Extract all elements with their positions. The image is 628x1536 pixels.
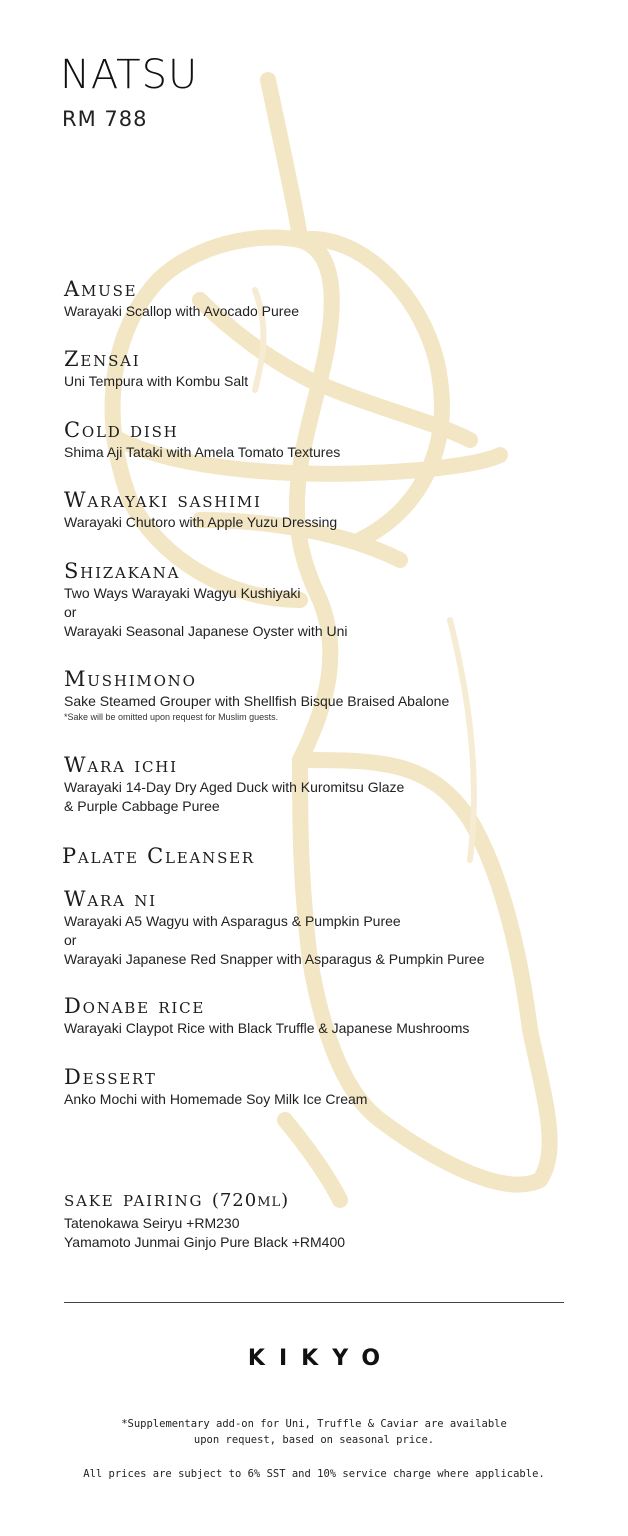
dish-line: Anko Mochi with Homemade Soy Milk Ice Cream	[64, 1091, 368, 1107]
sake-pairing-section	[64, 1186, 345, 1252]
footer-divider	[64, 1302, 564, 1303]
dish-line: Warayaki Seasonal Japanese Oyster with Uni	[64, 623, 348, 639]
dish-line: Two Ways Warayaki Wagyu Kushiyaki	[64, 585, 301, 601]
course-cold-dish	[64, 417, 340, 462]
course-mushimono	[64, 666, 449, 723]
sake-item: Tatenokawa Seiryu +RM230	[64, 1215, 240, 1231]
course-name: Donabe rice	[64, 994, 206, 1018]
course-name: Palate Cleanser	[62, 844, 256, 868]
dish-line: Warayaki A5 Wagyu with Asparagus & Pumpkin Puree	[64, 913, 401, 929]
dish-line: Sake Steamed Grouper with Shellfish Bisque Braised Abalone	[64, 693, 450, 709]
course-dessert	[64, 1064, 367, 1109]
dish-line: Warayaki 14-Day Dry Aged Duck with Kuromitsu Glaze	[64, 779, 405, 795]
dish-or: or	[64, 604, 77, 620]
dish-line: Warayaki Japanese Red Snapper with Asparagus & Pumpkin Puree	[64, 951, 485, 967]
course-name: Warayaki sashimi	[64, 488, 262, 512]
course-donabe-rice	[64, 993, 469, 1038]
supplement-line: upon request, based on seasonal price.	[193, 1434, 435, 1446]
course-name: Mushimono	[64, 667, 197, 691]
dish-line: Shima Aji Tataki with Amela Tomato Textures	[64, 444, 341, 460]
course-wara-ichi	[64, 752, 404, 816]
course-name: Shizakana	[64, 559, 181, 583]
course-palate-cleanser	[62, 843, 255, 869]
dish-line: Uni Tempura with Kombu Salt	[64, 373, 249, 389]
course-name: Amuse	[64, 277, 138, 301]
course-name: Dessert	[64, 1065, 157, 1089]
dish-line: Warayaki Scallop with Avocado Puree	[64, 303, 300, 319]
tax-note: All prices are subject to 6% SST and 10% service charge where applicable.	[83, 1468, 545, 1480]
dish-or: or	[64, 932, 77, 948]
course-zensai	[64, 346, 248, 391]
course-warayaki-sashimi	[64, 487, 337, 532]
dish-line: Warayaki Chutoro with Apple Yuzu Dressing	[64, 514, 338, 530]
sake-item: Yamamoto Junmai Ginjo Pure Black +RM400	[64, 1234, 346, 1250]
dish-line: Warayaki Claypot Rice with Black Truffle & Japanese Mushrooms	[64, 1020, 470, 1036]
course-amuse	[64, 276, 299, 321]
sake-pairing-volume: (720ml)	[211, 1190, 290, 1211]
supplement-note	[0, 1416, 628, 1448]
dish-line: & Purple Cabbage Puree	[64, 798, 220, 814]
sake-pairing-label: sake pairing	[64, 1187, 204, 1211]
brand-logo: KIKYO	[247, 1346, 395, 1371]
supplement-line: *Supplementary add-on for Uni, Truffle & Caviar are available	[121, 1418, 507, 1430]
course-name: Wara ichi	[64, 753, 178, 777]
course-name: Wara ni	[64, 887, 157, 911]
menu-price: RM 788	[62, 107, 148, 131]
course-name: Cold dish	[64, 418, 179, 442]
menu-title: NATSU	[60, 52, 199, 98]
course-shizakana	[64, 558, 348, 641]
dish-note: *Sake will be omitted upon request for Muslim guests.	[64, 712, 279, 722]
course-wara-ni	[64, 886, 485, 969]
course-name: Zensai	[64, 347, 141, 371]
sake-pairing-title	[64, 1186, 345, 1214]
